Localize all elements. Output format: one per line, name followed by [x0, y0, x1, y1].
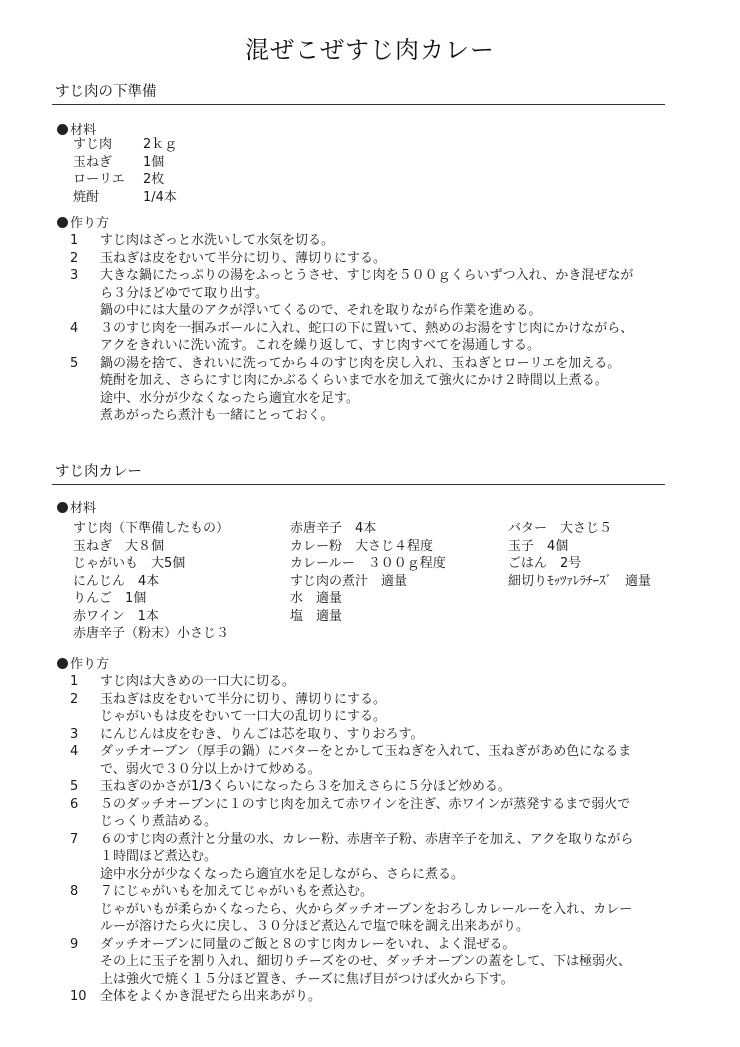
step-line: 上は強火で焼く１５分ほど置き、チーズに焦げ目がつけば火から下す。	[100, 971, 514, 987]
ingredient-item: 赤ワイン 1本	[73, 608, 159, 624]
step-text	[100, 673, 670, 691]
step-line: 玉ねぎは皮をむいて半分に切り、薄切りにする。	[100, 691, 387, 707]
ingredient-item: 塩 適量	[290, 608, 343, 624]
step-line: ７にじゃがいもを加えてじゃがいもを煮込む。	[100, 884, 374, 899]
step-number: 1	[70, 674, 79, 689]
method-label-prep: 作り方	[57, 212, 109, 231]
bullet-icon	[57, 217, 68, 228]
ingredient-item: 水 適量	[290, 591, 343, 606]
step-line: じっくり煮詰める。	[100, 814, 218, 829]
ingredient-item: 赤唐辛子 4本	[290, 521, 377, 536]
ingredient-item: じゃがいも 大5個	[73, 556, 186, 571]
step-line: 煮あがったら煮汁も一緒にとっておく。	[100, 408, 334, 423]
step-text	[100, 691, 670, 726]
step-number: 6	[70, 796, 79, 812]
ingredient-item: バター 大さじ５	[508, 521, 613, 536]
method-step	[70, 796, 670, 831]
step-line: ６のすじ肉の煮汁と分量の水、カレー粉、赤唐辛子粉、赤唐辛子を加え、アクを取りながら	[100, 831, 634, 847]
step-line: じゃがいもが柔らかくなったら、火からダッチオーブンをおろしカレールーを入れ、カレー	[100, 901, 633, 917]
step-text	[100, 232, 670, 250]
ingredient-item: カレー粉 大さじ４程度	[290, 538, 434, 554]
step-line: ルーが溶けたら火に戻し、３０分ほど煮込んで塩で味を調え出来あがり。	[100, 919, 530, 934]
step-line: ら３分ほどゆでて取り出す。	[100, 285, 268, 301]
ingredients-label-curry: 材料	[57, 497, 96, 516]
method-label-curry: 作り方	[57, 653, 109, 672]
method-step	[70, 232, 670, 250]
step-number: 4	[70, 744, 79, 759]
step-text	[100, 778, 670, 796]
step-text	[100, 250, 670, 268]
step-line: 大きな鍋にたっぷりの湯をふっとうさせ、すじ肉を５００ｇくらいずつ入れ、かき混ぜなが	[100, 268, 634, 283]
step-line: ダッチオーブンに同量のご飯と８のすじ肉カレーをいれ、よく混ぜる。	[100, 936, 516, 952]
method-step	[70, 988, 670, 1006]
method-step	[70, 250, 670, 268]
step-number: 9	[70, 936, 79, 952]
method-step	[70, 267, 670, 320]
step-number: 5	[70, 779, 79, 794]
step-line: 全体をよくかき混ぜたら出来あがり。	[100, 989, 322, 1004]
ingredient-column-1	[73, 520, 229, 643]
ingredient-row: ローリエ 2枚	[73, 172, 165, 187]
step-number: 7	[70, 831, 79, 847]
ingredient-item: 玉ねぎ 大８個	[73, 538, 165, 554]
method-step	[70, 778, 670, 796]
step-line: アクをきれいに洗い流す。これを繰り返して、すじ肉すべてを湯通しする。	[100, 338, 541, 353]
step-text	[100, 267, 670, 320]
ingredient-row: 玉ねぎ 1個	[73, 154, 165, 170]
ingredient-item: ごはん 2号	[508, 556, 582, 571]
step-text	[100, 743, 670, 778]
method-step	[70, 320, 670, 355]
step-number: 3	[70, 726, 79, 742]
step-line: ５のダッチオーブンに１のすじ肉を加えて赤ワインを注ぎ、赤ワインが蒸発するまで弱火で	[100, 796, 631, 812]
step-line: １時間ほど煮込む。	[100, 849, 218, 864]
step-line: 焼酎を加え、さらにすじ肉にかぶるくらいまで水を加えて強火にかけ２時間以上煮る。	[100, 373, 608, 388]
step-line: すじ肉はざっと水洗いして水気を切る。	[100, 233, 335, 248]
method-step	[70, 831, 670, 884]
ingredient-item: にんじん 4本	[73, 573, 160, 589]
section-divider	[52, 484, 665, 485]
ingredient-item: 玉子 4個	[508, 538, 569, 554]
step-line: じゃがいもは皮をむいて一口大の乱切りにする。	[100, 709, 387, 724]
ingredient-item: すじ肉の煮汁 適量	[290, 573, 408, 589]
step-text	[100, 936, 670, 989]
ingredient-item: カレールー ３００ｇ程度	[290, 556, 446, 571]
step-line: で、弱火で３０分以上かけて炒める。	[100, 761, 321, 777]
ingredient-column-3	[508, 520, 651, 590]
step-line: ３のすじ肉を一掴みボールに入れ、蛇口の下に置いて、熱めのお湯をすじ肉にかけながら、	[100, 320, 634, 336]
page-title: 混ぜこぜすじ肉カレー	[245, 36, 495, 64]
bullet-icon	[57, 658, 68, 669]
step-text	[100, 988, 670, 1006]
method-step	[70, 673, 670, 691]
ingredients-label-prep: 材料	[57, 119, 96, 138]
method-step	[70, 691, 670, 726]
ingredient-item: 赤唐辛子（粉末）小さじ３	[73, 626, 230, 641]
step-number: 1	[70, 233, 79, 248]
step-number: 4	[70, 320, 79, 336]
step-text	[100, 320, 670, 355]
step-text	[100, 726, 670, 744]
step-text	[100, 831, 670, 884]
ingredient-item: 細切りﾓｯﾂｧﾚﾗﾁｰｽﾞ 適量	[508, 573, 652, 589]
method-step	[70, 726, 670, 744]
step-line: 鍋の湯を捨て、きれいに洗ってから４のすじ肉を戻し入れ、玉ねぎとローリエを加える。	[100, 355, 621, 371]
ingredient-list-prep	[73, 136, 177, 206]
step-text	[100, 883, 670, 936]
ingredient-row: すじ肉 2ｋｇ	[73, 137, 178, 152]
method-step	[70, 743, 670, 778]
step-number: 2	[70, 691, 79, 707]
step-number: 3	[70, 268, 79, 283]
step-line: 途中、水分が少なくなったら適宜水を足す。	[100, 390, 359, 406]
method-steps-curry	[70, 673, 670, 1006]
step-number: 10	[70, 989, 87, 1004]
ingredient-item: りんご 1個	[73, 591, 147, 606]
step-line: 途中水分が少なくなったら適宜水を足しながら、さらに煮る。	[100, 866, 465, 882]
step-line: すじ肉は大きめの一口大に切る。	[100, 674, 296, 689]
bullet-icon	[57, 502, 68, 513]
method-step	[70, 936, 670, 989]
step-text	[100, 796, 670, 831]
method-step	[70, 883, 670, 936]
step-number: 5	[70, 355, 79, 371]
step-line: その上に玉子を割り入れ、細切りチーズをのせ、ダッチオーブンの蓋をして、下は極弱火、	[100, 954, 632, 969]
ingredient-item: すじ肉（下準備したもの）	[73, 521, 230, 536]
section-divider	[52, 104, 665, 105]
method-step	[70, 355, 670, 425]
step-line: にんじんは皮をむき、りんごは芯を取り、すりおろす。	[100, 726, 424, 742]
step-number: 8	[70, 884, 79, 899]
step-line: ダッチオーブン（厚手の鍋）にバターをとかして玉ねぎを入れて、玉ねぎがあめ色になるま	[100, 744, 632, 759]
section-heading-curry: すじ肉カレー	[55, 464, 142, 480]
step-number: 2	[70, 250, 79, 266]
bullet-icon	[57, 124, 68, 135]
step-text	[100, 355, 670, 425]
method-steps-prep	[70, 232, 670, 425]
step-line: 玉ねぎのかさが1/3くらいになったら３を加えさらに５分ほど炒める。	[100, 779, 511, 794]
ingredient-row: 焼酎 1/4本	[73, 189, 177, 205]
step-line: 鍋の中には大量のアクが浮いてくるので、それを取りながら作業を進める。	[100, 303, 542, 318]
ingredient-column-2	[290, 520, 446, 625]
step-line: 玉ねぎは皮をむいて半分に切り、薄切りにする。	[100, 250, 387, 266]
section-heading-prep: すじ肉の下準備	[55, 84, 157, 100]
